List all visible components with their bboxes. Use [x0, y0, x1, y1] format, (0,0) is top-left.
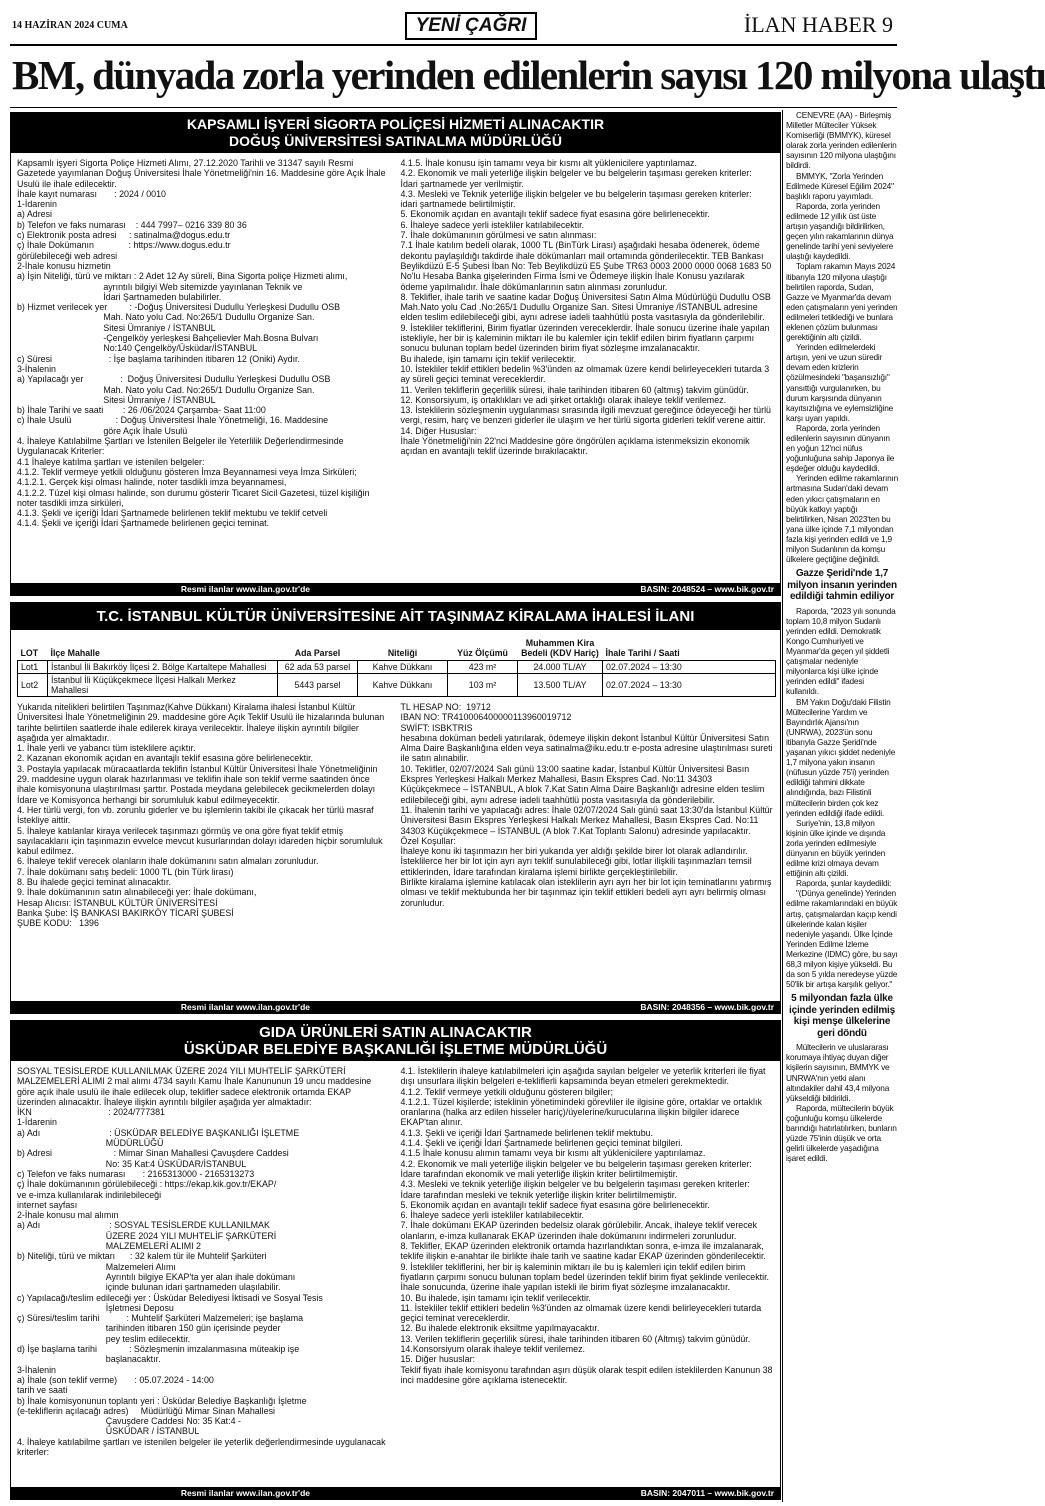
article-paragraph: Raporda, "2023 yılı sonunda toplam 10,8 milyon Sudanlı yerinden edildi. Demokratik Kongo Cumhuriyeti ve Myanmar'da geçen yıl şiddetli çatışmalar nedeniyle milyonlarca kişi ülke içinde yerinden edildi" ifadesi kullanıldı.	[786, 605, 896, 697]
footer-code: BASIN: 2048356 – www.bik.gov.tr	[640, 1002, 774, 1012]
cell: Lot2	[18, 674, 48, 697]
ad-title	[11, 1021, 780, 1061]
cell: Kahve Dükkanı	[358, 661, 448, 674]
col-type: Niteliği	[358, 636, 448, 661]
ad-left-column: Yukarıda nitelikleri belirtilen Taşınmaz(Kahve Dükkanı) Kiralama ihalesi İstanbul Kültür Üniversitesi İhale Yönetmeliğinin 29. maddesine göre Açık Teklif Usulü ile hizalarında bulunan tarihte belirtilen saatlerde ihale edilerek kiraya verilecektir. İhaleye ilişkin ayrıntılı bilgiler aşağıda yer almaktadır. 1. İhale yerli ve yabancı tüm isteklilere açıktır. 2. Kazanan ekonomik açıdan en avantajlı teklif esasına göre belirlenecektir. 3. Postayla yapılacak müracaatlarda teklifin İstanbul Kültür Üniversitesi İhale Yönetmeliğinin 29. maddesine uygun olarak hazırlanması ve teklifin ihale son teklif verme saatinden önce ihale komisyonuna ulaştırılması şarttır. Postada meydana gelebilecek gecikmelerden dolayı İdare ve Komisyonca herhangi bir sorumluluk kabul edilmeyecektir. 4. Her türlü vergi, fon vb. zorunlu giderler ve bu işlemlerin takibi ile çıkacak her türlü masraf İstekliye aittir. 5. İhaleye katılanlar kiraya verilecek taşınmazı görmüş ve ona göre fiyat teklif etmiş sayılacaklarıı için taşınmazın evvelce mevcut kusurlarından dolayı idareden hiçbir sorumluluk kabul edilmez. 6. İhaleye teklif verecek olanların ihale dokümanını satın almaları zorunludur. 7. İhale dokümanı satış bedeli: 1000 TL (bin Türk lirası) 8. Bu ihalede geçici teminat alınacaktır. 9. İhale dokümanının satın alınabileceği yer: İhale dokümanı, Hesap Alıcısı: İSTANBUL KÜLTÜR ÜNİVERSİTESİ Banka Şube: İŞ BANKASI BAKIRKÖY TİCARİ ŞUBESİ ŞUBE KODU: 1396	[17, 702, 385, 929]
logo-text: YENİ ÇAĞRI	[415, 15, 527, 36]
ad-title-line2: ÜSKÜDAR BELEDİYE BAŞKANLIĞI İŞLETME MÜDÜRLÜĞÜ	[183, 1041, 608, 1058]
cell: 24.000 TL/AY	[518, 661, 603, 674]
col-rent: Muhammen Kira Bedeli (KDV Hariç)	[518, 636, 603, 661]
ad-food-purchase	[10, 1020, 781, 1500]
headline-rule	[10, 107, 897, 108]
ad-title-line1: KAPSAMLI İŞYERİ SİGORTA POLİÇESİ HİZMETİ ALINACAKTIR	[186, 116, 605, 132]
cell: Lot1	[18, 661, 48, 674]
cell: 02.07.2024 – 13:30	[603, 674, 776, 697]
page-header	[0, 0, 907, 42]
main-headline: BM, dünyada zorla yerinden edilenlerin sayısı 120 milyona ulaştı	[12, 52, 1045, 98]
ad-right-column: 4.1.5. İhale konusu işin tamamı veya bir kısmı alt yüklenicilere yaptırılamaz. 4.2. Ekonomik ve mali yeterliğe ilişkin belgeler ve bu belgelerin taşıması gereken kriterler: İdari şartnamede yer verilmiştir. 4.3. Mesleki ve Teknik yeterliğe ilişkin belgeler ve bu belgelerin taşıması gereken kriterler: idari şartnamede belirtilmiştir. 5. Ekonomik açıdan en avantajlı teklif sadece fiyat esasına göre belirlenecektir. 6. İhaleye sadece yerli istekliler katılabilecektir. 7. İhale dokümanının görülmesi ve satın alınması: 7.1 İhale katılım bedeli olarak, 1000 TL (BinTürk Lirası) aşağıdaki hesaba ödenerek, ödeme dekontu paylaşıldığı takdirde ihale dökümanları mail ortamında gönderilecektir. TEB Bankası Beylikdüzü E-5 Şubesi İban No: Teb Beylikdüzü E5 Şube TR63 0003 2000 0000 0068 1683 50 No'lu Hesaba Banka gişelerinden Firma İsmi ve Ödemeye ilişkin İhale Konusu yazılarak ödeme yapılmalıdır. İhale dökümanlarının satın alınması zorunludur. 8. Teklifler, ihale tarih ve saatine kadar Doğuş Üniversitesi Satın Alma Müdürlüğü Dudullu OSB Mah.Nato yolu Cad .No:265/1 Dudullu Organize San. Sitesi Ümraniye /İSTANBUL adresine elden teslim edilebileceği gibi, aynı adrese iadeli taahhütlü posta vasıtasıyla da gönderilebilir. 9. İstekliler tekliflerini, Birim fiyatlar üzerinden vereceklerdir. İhale sonucu üzerine ihale yapılan istekliyle, her bir iş kaleminin miktarı ile bu kalemler için teklif edilen birim fiyatların çarpımı sonucu bulunan toplam bedel üzerinden birim fiyat sözleşme imzalanacaktır. Bu ihalede, işin tamamı için teklif verilecektir. 10. İstekliler teklif ettikleri bedelin %3'ünden az olmamak üzere kendi belirleyecekleri tutarda 3 ay süreli geçici teminat vereceklerdir. 11. Verilen tekliflerin geçerlilik süresi, ihale tarihinden itibaren 60 (altmış) takvim günüdür. 12. Konsorsiyum, iş ortaklıkları ve adi şirket ortaklığı olarak ihaleye teklif verilemez. 13. İsteklilerin sözleşmenin uygulanması sırasında ilgili mevzuat gereğince ödeyeceği her türlü vergi, resim, harç ve benzeri giderler ile ulaşım ve her türlü sigorta giderleri teklif verene aittir. 14. Diğer Hususlar: İhale Yönetmeliği'nin 22'nci Maddesine göre öngörülen açıklama istenmeksizin ekonomik açıdan en avantajlı teklif üzerinde bırakılacaktır.	[400, 158, 772, 457]
article-subheading: Gazze Şeridi'nde 1,7 milyon insanın yerinden edildiği tahmin ediliyor	[787, 568, 897, 603]
ad-footer	[11, 1001, 780, 1013]
article-paragraph: BMMYK, "Zorla Yerinden Edilmede Küresel Eğilim 2024" başlıklı raporu yayımladı.	[786, 170, 894, 201]
ad-title-line1: GIDA ÜRÜNLERİ SATIN ALINACAKTIR	[259, 1024, 532, 1041]
article-paragraph: Toplam rakamın Mayıs 2024 itibarıyla 120 milyona ulaştığı belirtilen raporda, Sudan, Gazze ve Myanmar'da devam eden çatışmaların yeni yerinden edilmeleri tetiklediği ve bunlara eklenen çözüm bulunması gerektiğinin altı çizildi.	[786, 261, 898, 343]
cell: 02.07.2024 – 13:30	[603, 661, 776, 674]
article-paragraph: Yerinden edilme rakamlarının artmasına Sudan'daki devam eden yıkıcı çatışmaların en büyük katkıyı yaptığı belirtilirken, Nisan 2023'ten bu yana ülke içinde 7,1 milyondan fazla kişi yerinden edildi ve 1,9 milyon Sudanlının da komşu ülkelere geçtiğine değinildi.	[786, 473, 899, 565]
footer-link: Resmi ilanlar www.ilan.gov.tr'de	[180, 1488, 310, 1498]
ad-title	[11, 113, 780, 153]
ad-footer	[11, 1487, 780, 1499]
cell: 423 m²	[448, 661, 518, 674]
article-paragraph: Yerinden edilmelerdeki artışın, yeni ve uzun süredir devam eden krizlerin çözülmesindeki "başarısızlığı" yansıttığı vurgulanırken, bu durum karşısında dünyanın kayıtsızlığına ve eylemsizliğine karşı uyarı yapıldı.	[786, 342, 894, 423]
footer-link: Resmi ilanlar www.ilan.gov.tr'de	[180, 1002, 310, 1012]
cell: 5443 parsel	[278, 674, 358, 697]
news-article	[786, 110, 898, 1500]
article-subheading: 5 milyondan fazla ülke içinde yerinden edilmiş kişi menşe ülkelerine geri döndü	[789, 993, 895, 1039]
col-lot: LOT	[18, 636, 48, 661]
cell: 103 m²	[448, 674, 518, 697]
ad-right-column: 4.1. İsteklilerin ihaleye katılabilmeleri için aşağıda sayılan belgeler ve yeterlik kriterleri ile fiyat dışı unsurlara ilişkin belgeleri e-tekliflerli kapsamında beyan etmeleri gerekmektedir. 4.1.2. Teklif vermeye yetkili olduğunu gösteren bilgiler; 4.1.2.1. Tüzel kişilerde; isteklinin yönetimindeki görevliler ile ilgisine göre, ortaklar ve ortaklık oranlarına (halka arz edilen hisseler hariç)/üyelerine/kurucularına ilişkin bilgiler idarece EKAP'tan alınır. 4.1.3. Şekli ve içeriği İdari Şartnamede belirlenen teklif mektubu. 4.1.4. Şekli ve içeriği İdari Şartnamede belirlenen geçici teminat bilgileri. 4.1.5 İhale konusu alımın tamamı veya bir kısmı alt yüklenicilere yaptırılamaz. 4.2. Ekonomik ve mali yeterliğe ilişkin belgeler ve bu belgelerin taşıması gereken kriterler: İdare tarafından ekonomik ve mali yeterliğe ilişkin kriter belirtilmemiştir. 4.3. Mesleki ve teknik yeterliğe ilişkin belgeler ve bu belgelerin taşıması gereken kriterler: İdare tarafından mesleki ve teknik yeterliğe ilişkin kriter belirtilmemiştir. 5. Ekonomik açıdan en avantajlı teklif sadece fiyat esasına göre belirlenecektir. 6. İhaleye sadece yerli istekliler katılabilecektir. 7. İhale dokümanı EKAP üzerinden bedelsiz olarak görülebilir. Ancak, ihaleye teklif verecek olanların, e-imza kullanarak EKAP üzerinden ihale dokümanını indirmeleri zorunludur. 8. Teklifler, EKAP üzerinden elektronik ortamda hazırlandıktan sonra, e-imza ile imzalanarak, teklife ilişkin e-anahtar ile birlikte ihale tarih ve saatine kadar EKAP üzerinden gönderilecektir. 9. İstekliler tekliflerini, her bir iş kaleminin miktarı ile bu iş kalemleri için teklif edilen birim fiyatların çarpımı sonucu bulunan toplam bedel üzerinden teklif birim fiyat şeklinde verilecektir. İhale sonucunda, üzerine ihale yapılan istekli ile birim fiyat sözleşme imzalanacaktır. 10. Bu ihalede, işin tamamı için teklif verilecektir. 11. İstekliler teklif ettikleri bedelin %3'ünden az olmamak üzere kendi belirleyecekleri tutarda geçici teminat vereceklerdir. 12. Bu ihalede elektronik eksiltme yapılmayacaktır. 13. Verilen tekliflerin geçerlilik süresi, ihale tarihinden itibaren 60 (Altmış) takvim günüdür. 14.Konsorsiyum olarak ihaleye teklif verilemez. 15. Diğer hususlar: Teklif fiyatı ihale komisyonu tarafından aşırı düşük olarak tespit edilen isteklilerden Kanunun 38 inci maddesine göre açıklama istenecektir.	[400, 1066, 773, 1385]
ad-body	[11, 697, 780, 997]
cell: 13.500 TL/AY	[518, 674, 603, 697]
article-paragraph: Raporda, zorla yerinden edilenlerin sayısının dünyanın en yoğun 12'nci nüfus yoğunluğuna sahip Japonya ile eşdeğer olduğu kaydedildi.	[786, 422, 895, 474]
header-rule	[10, 44, 897, 46]
article-paragraph: CENEVRE (AA) - Birleşmiş Milletler Mülteciler Yüksek Komiserliği (BMMYK), küresel olarak zorla yerinden edilenlerin sayısının 120 milyona ulaştığını bildirdi.	[786, 110, 897, 171]
col-area: Yüz Ölçümü	[448, 636, 518, 661]
footer-code: BASIN: 2048524 – www.bik.gov.tr	[640, 584, 774, 594]
ad-left-column: SOSYAL TESİSLERDE KULLANILMAK ÜZERE 2024 YILI MUHTELİF ŞARKÜTERİ MALZEMELERİ ALIMI 2 mal alımı 4734 sayılı Kamu İhale Kanununun 19 uncu maddesine göre açık ihale usulü ile ihale edilecek olup, teklifler sadece elektronik ortamda EKAP üzerinden alınacaktır. İhaleye ilişkin ayrıntılı bilgiler aşağıda yer almaktadır: İKN : 2024/777381 1-İdarenin a) Adı : ÜSKÜDAR BELEDİYE BAŞKANLIĞI İŞLETME MÜDÜRLÜĞÜ b) Adresi : Mimar Sinan Mahallesi Çavuşdere Caddesi No: 35 Kat:4 ÜSKÜDAR/İSTANBUL c) Telefon ve faks numarası : 2165313000 - 2165313273 ç) İhale dokümanının görülebileceği : https://ekap.kik.gov.tr/EKAP/ ve e-imza kullanılarak indirilebileceği internet sayfası 2-İhale konusu mal alımın a) Adı : SOSYAL TESİSLERDE KULLANILMAK ÜZERE 2024 YILI MUHTELİF ŞARKÜTERİ MALZEMELERİ ALIMI 2 b) Niteliği, türü ve miktarı : 32 kalem tür ile Muhtelif Şarküteri Malzemeleri Alımı Ayrıntılı bilgiye EKAP'ta yer alan ihale dokümanı içinde bulunan idari şartnameden ulaşılabilir. c) Yapılacağı/teslim edileceği yer : Üsküdar Belediyesi İktisadi ve Sosyal Tesis İşletmesi Deposu ç) Süresi/teslim tarihi : Muhtelif Şarküteri Malzemeleri; işe başlama tarihinden itibaren 150 gün içerisinde peyder pey teslim edilecektir. d) İşe başlama tarihi : Sözleşmenin imzalanmasına müteakip işe başlanacaktır. 3-İhalenin a) İhale (son teklif verme) : 05.07.2024 - 14:00 tarih ve saati b) İhale komisyonunun toplantı yeri : Üsküdar Belediye Başkanlığı İşletme (e-tekliflerin açılacağı adres) Müdürlüğü Mimar Sinan Mahallesi Çavuşdere Caddesi No: 35 Kat:4 - ÜSKÜDAR / İSTANBUL 4. İhaleye katılabilme şartları ve istenilen belgeler ile yeterlik değerlendirmesinde uygulanacak kriterler:	[17, 1066, 386, 1457]
ad-left-column: Kapsamlı işyeri Sigorta Poliçe Hizmeti Alımı, 27.12.2020 Tarihli ve 31347 sayılı Resmi Gazetede yayımlanan Doğuş Üniversitesi İhale Yönetmeliği'nin 16. Maddesine göre Açık İhale Usulü ile ihale edilecektir. İhale kayıt numarası : 2024 / 0010 1-İdarenin a) Adresi b) Telefon ve faks numarası : 444 7997– 0216 339 80 36 c) Elektronik posta adresi : satinalma@dogus.edu.tr ç) İhale Dokümanın : https://www.dogus.edu.tr görülebileceği web adresi 2-İhale konusu hizmetin a) İşin Niteliği, türü ve miktarı : 2 Adet 12 Ay süreli, Bina Sigorta poliçe Hizmeti alımı, ayrıntılı bilgiyi Web sitemizde yayınlanan Teknik ve İdari Şartnameden bulabilirler. b) Hizmet verilecek yer : -Doğuş Üniversitesi Dudullu Yerleşkesi Dudullu OSB Mah. Nato yolu Cad. No:265/1 Dudullu Organize San. Sitesi Ümraniye / İSTANBUL -Çengelköy yerleşkesi Bahçelievler Mah.Bosna Bulvarı No:140 Çengelköy/Üsküdar/İSTANBUL c) Süresi : İşe başlama tarihinden itibaren 12 (Oniki) Aydır. 3-İhalenin a) Yapılacağı yer : Doğuş Üniversitesi Dudullu Yerleşkesi Dudullu OSB Mah. Nato yolu Cad. No:265/1 Dudullu Organize San. Sitesi Ümraniye / İSTANBUL b) İhale Tarihi ve saati : 26 /06/2024 Çarşamba- Saat 11:00 c) İhale Usulü : Doğuş Üniversitesi İhale Yönetmeliği, 16. Maddesine göre Açık İhale Usulü 4. İhaleye Katılabilme Şartları ve İstenilen Belgeler ile Yeterlilik Değerlendirmesinde Uygulanacak Kriterler: 4.1 İhaleye katılma şartları ve istenilen belgeler: 4.1.2. Teklif vermeye yetkili olduğunu gösteren İmza Beyannamesi veya İmza Sirküleri; 4.1.2.1. Gerçek kişi olması halinde, noter tasdikli imza beyannamesi, 4.1.2.2. Tüzel kişi olması halinde, son durumu gösterir Ticaret Sicil Gazetesi, tüzel kişiliğin noter tasdikli imza sirküleri, 4.1.3. Şekli ve içeriği İdari Şartnamede belirlenen teklif mektubu ve teklif cetveli 4.1.4. Şekli ve içeriği İdari Şartnamede belirlenen geçici teminat.	[17, 158, 386, 529]
article-paragraph: Raporda, zorla yerinden edilmede 12 yıllık üst üste artışın yaşandığı bildirilirken, geçen yılın rakamlarının dünya genelinde tarihi yeni seviyelere ulaştığı kaydedildi.	[786, 200, 894, 262]
newspaper-logo	[405, 12, 537, 40]
footer-link: Resmi ilanlar www.ilan.gov.tr'de	[180, 584, 310, 594]
cell: 62 ada 53 parsel	[278, 661, 358, 674]
table-row	[18, 674, 776, 697]
article-paragraph: Raporda, mültecilerin büyük çoğunluğu komşu ülkelerde barındığı hatırlatılırken, bunların yüzde 75'inin düşük ve orta gelirli ülkelerde yaşadığına işaret edildi.	[786, 1102, 897, 1164]
ad-lease-tender	[10, 602, 781, 1014]
cell: Kahve Dükkanı	[358, 674, 448, 697]
article-paragraph: Suriye'nin, 13,8 milyon kişinin ülke içinde ve dışında zorla yerinden edilmesiyle dünyanın en büyük yerinden edilme krizi olmaya devam ettiğinin altı çizildi.	[786, 817, 886, 879]
ad-insurance	[10, 112, 781, 596]
cell: İstanbul İli Küçükçekmece İlçesi Halkalı Merkez Mahallesi	[48, 674, 278, 697]
section-title: İLAN HABER 9	[743, 12, 893, 37]
article-paragraph: Raporda, şunlar kaydedildi:	[796, 878, 892, 889]
table-row	[18, 661, 776, 674]
ad-title: T.C. İSTANBUL KÜLTÜR ÜNİVERSİTESİNE AİT TAŞINMAZ KİRALAMA İHALESİ İLANI	[11, 603, 780, 630]
ad-right-column: TL HESAP NO: 19712 IBAN NO: TR410006400000113960019712 SWİFT: ISBKTRIS hesabına doküman bedeli yatırılarak, ödemeye ilişkin dekont İstanbul Kültür Üniversitesi Satın Alma Daire Başkanlığına elden veya satinalma@iku.edu.tr e-posta adresine ulaştırılması sureti ile satın alınabilir. 10. Teklifler, 02/07/2024 Salı günü 13:00 saatine kadar, İstanbul Kültür Üniversitesi Basın Ekspres Yerleşkesi Halkalı Merkez Mahallesi, Basın Ekspres Cad. No:11 34303 Küçükçekmece – İSTANBUL, A blok 7.Kat Satın Alma Daire Başkanlığı adresine elden teslim edilebileceği gibi, aynı adrese iadeli taahhütlü posta vasıtasıyla da gönderilebilir. 11. İhalenin tarihi ve yapılacağı adres: İhale 02/07/2024 Salı günü saat 13:30'da İstanbul Kültür Üniversitesi Basın Ekspres Yerleşkesi Halkalı Merkez Mahallesi, Basın Ekspres Cad. No:11 34303 Küçükçekmece – İSTANBUL (A blok 7.Kat Toplantı Salonu) adresinde yapılacaktır. Özel Koşullar: İhaleye konu iki taşınmazın her biri yukarıda yer aldığı şekilde birer lot olarak adlandırılır. İsteklilerce her bir lot için ayrı ayrı teklif sunulabileceği gibi, lotlar ilişkili taşınmazları temsil ettiklerinden, İdare tarafından kiralama işlemi birlikte gerçekleştirilebilir. Birlikte kiralama işlemine katılacak olan isteklilerin ayrı ayrı her bir lot için teminatlarını yatırmış olması ve teklif mektubunda her bir taşınmaz için teklif ettikleri bedeli ayrı ayrı belirmiş olması zorunludur.	[400, 702, 773, 908]
table-header-row	[18, 636, 776, 661]
col-parcel: Ada Parsel	[278, 636, 358, 661]
ad-footer	[11, 583, 780, 595]
column-divider	[782, 110, 783, 1502]
cell: İstanbul İli Bakırköy İlçesi 2. Bölge Kartaltepe Mahallesi	[48, 661, 278, 674]
article-paragraph: BM Yakın Doğu'daki Filistin Mültecilerine Yardım ve Bayındırlık Ajansı'nın (UNRWA), 2023'ün sonu itibarıyla Gazze Şeridi'nde yaşanan yıkıcı şiddet nedeniyle 1,7 milyona yakın insanın (nüfusun yüzde 75'i) yerinden edildiği tahmini dikkate alındığında, bazı Filistinli mültecilerin birden çok kez yerinden edildiği ifade edildi.	[786, 696, 896, 818]
ad-title-line2: DOĞUŞ ÜNİVERSİTESİ SATINALMA MÜDÜRLÜĞÜ	[229, 133, 562, 149]
ad-body	[11, 153, 780, 573]
col-location: İlçe Mahalle	[48, 636, 278, 661]
article-paragraph: "(Dünya genelinde) Yerinden edilme rakamlarındaki en büyük artış, çatışmalardan kaçıp kendi ülkelerinde kalan kişiler nedeniyle yaşandı. Ülke İçinde Yerinden Edilme İzleme Merkezine (IDMC) göre, bu sayı 68,3 milyon kişiye yükseldi. Bu da son 5 yılda neredeyse yüzde 50'lik bir artışa karşılık geliyor."	[786, 888, 898, 990]
issue-date: 14 HAZİRAN 2024 CUMA	[12, 20, 128, 31]
col-date: İhale Tarihi / Saati	[603, 636, 776, 661]
lease-table	[17, 636, 776, 697]
article-paragraph: Mültecilerin ve uluslararası korumaya ihtiyaç duyan diğer kişilerin sayısının, BMMYK ve UNRWA'nın yetki alanı altındakiler dahil 43,4 milyona yükseldiği bildirildi.	[786, 1042, 890, 1103]
footer-code: BASIN: 2047011 – www.bik.gov.tr	[640, 1488, 774, 1498]
ad-body	[11, 1061, 780, 1479]
